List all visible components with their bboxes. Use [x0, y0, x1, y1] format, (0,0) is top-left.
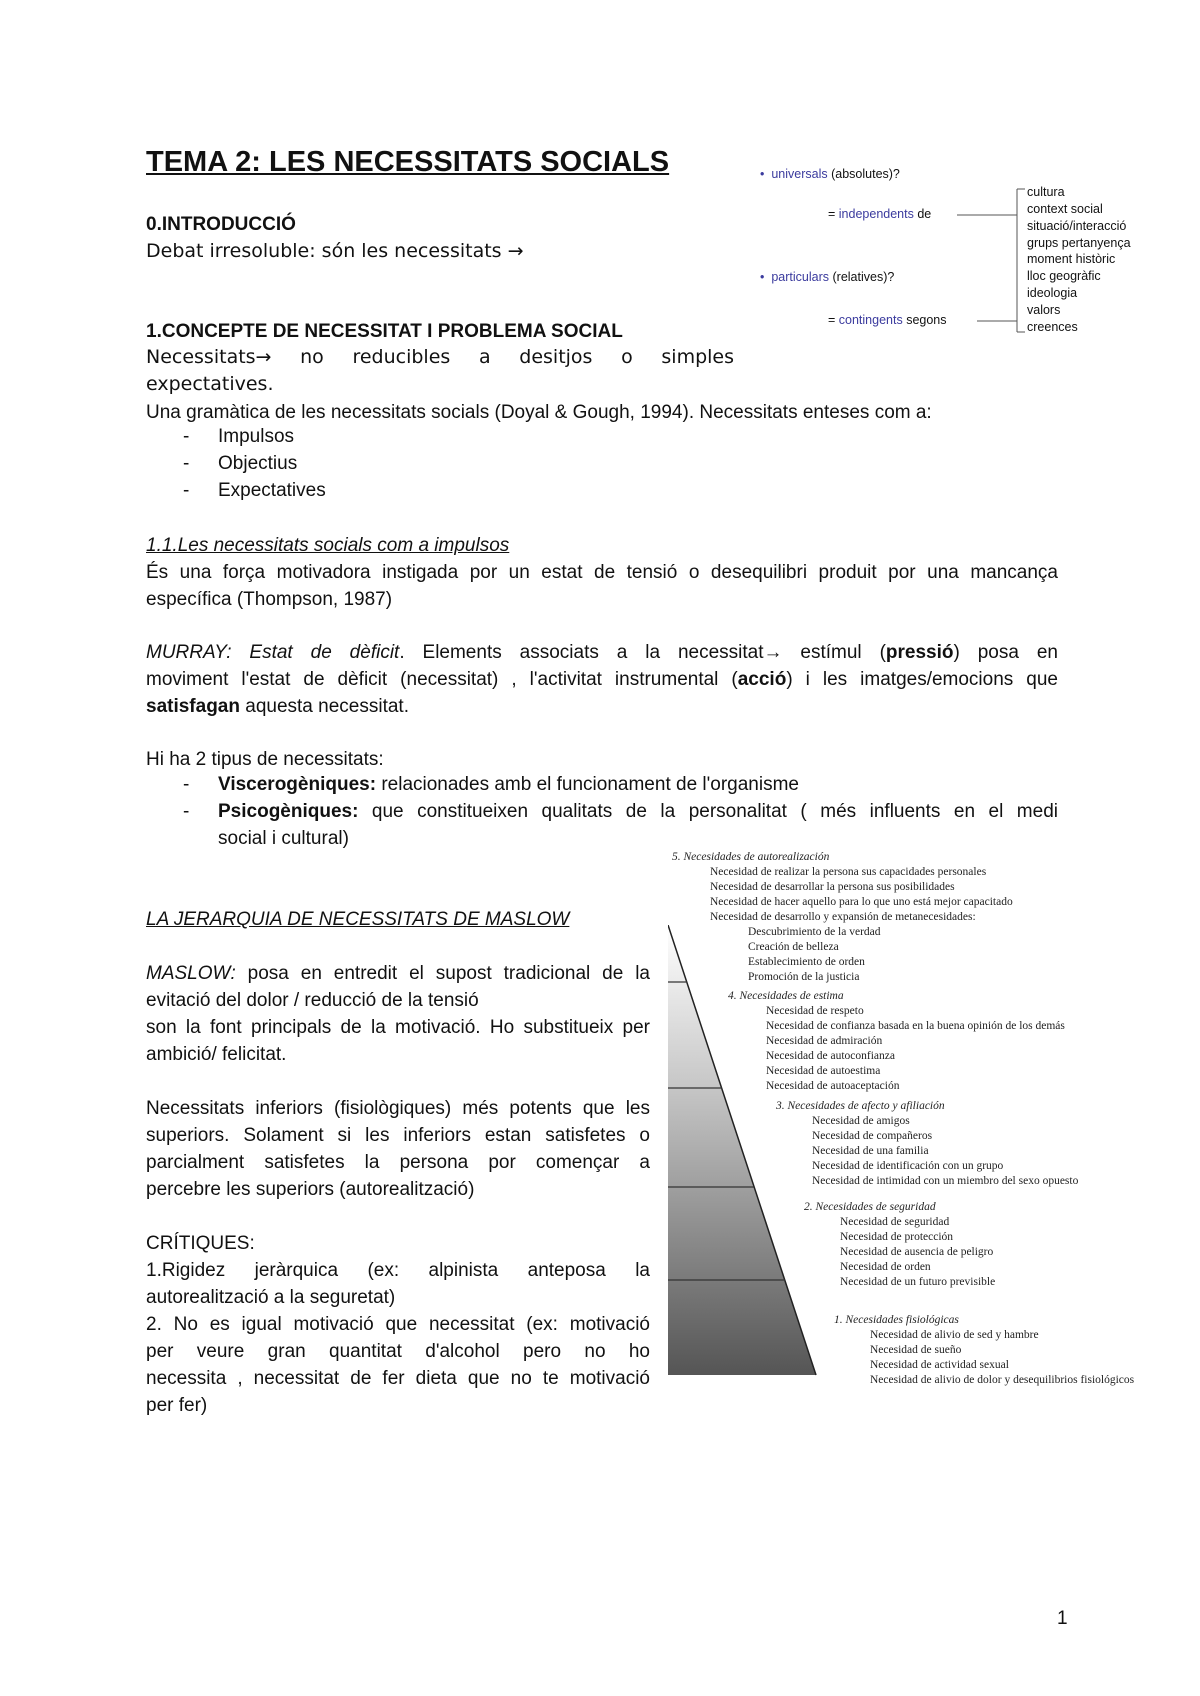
murray-line2: [146, 667, 1058, 694]
diagram-q2-rest: (relatives)?: [829, 270, 895, 284]
diagram-q1-sub: [828, 207, 931, 221]
murray-line1: [146, 640, 1058, 667]
pyramid-item: Necesidad de orden: [840, 1261, 931, 1273]
diagram-factor: lloc geogràfic: [1027, 269, 1101, 283]
pyramid-subitem: Creación de belleza: [748, 941, 839, 953]
maslow-heading: LA JERARQUIA DE NECESSITATS DE MASLOW: [146, 909, 570, 930]
maslow-p2-line4: percebre les superiors (autorealització): [146, 1179, 475, 1200]
pyramid-level-5: 5. Necesidades de autorealización: [672, 851, 830, 863]
pyramid-item: Necesidad de confianza basada en la buena opinión de los demás: [766, 1020, 1065, 1032]
diagram-factor: grups pertanyença: [1027, 236, 1131, 250]
critique2-line3: necessita , necessitat de fer dieta que no te motivació: [146, 1368, 650, 1389]
pyramid-item: Necesidad de una familia: [812, 1145, 929, 1157]
pyramid-item: Necesidad de admiración: [766, 1035, 883, 1047]
maslow-p1-line3: son la font principals de la motivació. Ho substitueix per: [146, 1017, 650, 1038]
pyramid-item: Necesidad de alivio de dolor y desequilibrios fisiológicos: [870, 1374, 1135, 1386]
diagram-q2-sub-eq: =: [828, 313, 839, 327]
concept-line2: expectatives.: [146, 373, 274, 395]
pyramid-item: Necesidad de protección: [840, 1231, 954, 1243]
murray-text: . Elements associats a la necessitat→ estímul (: [399, 642, 886, 663]
murray-satisfagan: satisfagan: [146, 696, 240, 717]
diagram-brace: [955, 185, 1035, 335]
pyramid-item: Necesidad de realizar la persona sus capacidades personales: [710, 866, 987, 878]
diagram-q2-sub-rest: segons: [902, 313, 947, 327]
diagram-factor: ideologia: [1027, 286, 1078, 300]
murray-accio: acció: [737, 669, 787, 690]
pyramid-item: Necesidad de desarrollar la persona sus posibilidades: [710, 881, 955, 893]
types-intro: Hi ha 2 tipus de necessitats:: [146, 749, 384, 770]
pyramid-item: Necesidad de respeto: [766, 1005, 864, 1017]
pyramid-item: Necesidad de amigos: [812, 1115, 910, 1127]
maslow-p1-line4: ambició/ felicitat.: [146, 1044, 287, 1065]
diagram-factor: context social: [1027, 202, 1103, 216]
murray-pressio: pressió: [885, 642, 954, 663]
critiques-heading: CRÍTIQUES:: [146, 1233, 255, 1254]
murray-text: aquesta necessitat.: [239, 696, 409, 717]
type-psico-cont: social i cultural): [218, 828, 349, 849]
diagram-q1-sub-key: independents: [838, 207, 914, 221]
diagram-factor: moment històric: [1027, 252, 1116, 266]
critique1-line1: 1.Rigidez jeràrquica (ex: alpinista anteposa la: [146, 1260, 650, 1281]
list-dash: -: [183, 801, 190, 822]
maslow-p2-line1: Necessitats inferiors (fisiològiques) més potents que les: [146, 1098, 650, 1119]
page-title: TEMA 2: LES NECESSITATS SOCIALS: [146, 146, 670, 178]
diagram-q2: [760, 270, 894, 284]
bullet-icon: •: [760, 167, 765, 181]
impulses-p1-line2: específica (Thompson, 1987): [146, 589, 393, 610]
pyramid-item: Necesidad de actividad sexual: [870, 1359, 1009, 1371]
pyramid-item: Necesidad de identificación con un grupo: [812, 1160, 1004, 1172]
critique2-line1: 2. No es igual motivació que necessitat (ex: motivació: [146, 1314, 650, 1335]
maslow-p1-line2: evitació del dolor / reducció de la tensió: [146, 990, 479, 1011]
murray-text: ) i les imatges/emocions que: [786, 669, 1058, 690]
diagram-q1: [760, 167, 900, 181]
diagram-q1-rest: (absolutes)?: [827, 167, 900, 181]
type-visceral: [218, 774, 799, 796]
maslow-name: MASLOW:: [146, 963, 236, 984]
critique1-line2: autorealització a la seguretat): [146, 1287, 396, 1308]
impulses-heading: 1.1.Les necessitats socials com a impulsos: [146, 535, 510, 556]
type-psico: [218, 801, 1058, 823]
list-dash: -: [183, 774, 190, 795]
pyramid-level-2: 2. Necesidades de seguridad: [804, 1201, 936, 1213]
type-name: Psicogèniques:: [218, 801, 359, 822]
list-dash: -: [183, 453, 190, 474]
diagram-factor: valors: [1027, 303, 1061, 317]
pyramid-item: Necesidad de un futuro previsible: [840, 1276, 996, 1288]
list-item: Expectatives: [218, 480, 326, 501]
pyramid-item: Necesidad de intimidad con un miembro del sexo opuesto: [812, 1175, 1079, 1187]
diagram-q1-key: universals: [771, 167, 828, 181]
concept-line1: Necessitats→ no reducibles a desitjos o simples: [146, 346, 734, 368]
diagram-factor: cultura: [1027, 185, 1065, 199]
pyramid-level-3: 3. Necesidades de afecto y afiliación: [776, 1100, 945, 1112]
pyramid-item: Necesidad de autoestima: [766, 1065, 881, 1077]
murray-line3: [146, 694, 409, 720]
bullet-icon: •: [760, 270, 765, 284]
type-name: Viscerogèniques:: [218, 774, 377, 795]
diagram-q2-sub-key: contingents: [838, 313, 903, 327]
list-dash: -: [183, 480, 190, 501]
diagram-q2-key: particulars: [771, 270, 830, 284]
pyramid-level-4: 4. Necesidades de estima: [728, 990, 844, 1002]
murray-name: MURRAY: Estat de dèficit: [146, 642, 400, 663]
page-number: 1: [1057, 1608, 1068, 1629]
maslow-p2-line3: parcialment satisfetes la persona por començar a: [146, 1152, 650, 1173]
diagram-factor: creences: [1027, 320, 1078, 334]
critique2-line4: per fer): [146, 1395, 208, 1416]
list-item: Objectius: [218, 453, 298, 474]
impulses-p1-line1: És una força motivadora instigada por un estat de tensió o desequilibri produit por una mancança: [146, 562, 1058, 583]
intro-heading: 0.INTRODUCCIÓ: [146, 214, 296, 235]
concept-heading: 1.CONCEPTE DE NECESSITAT I PROBLEMA SOCIAL: [146, 321, 623, 342]
pyramid-subitem: Promoción de la justicia: [748, 971, 860, 983]
murray-text: ) posa en: [953, 642, 1058, 663]
pyramid-item: Necesidad de seguridad: [840, 1216, 950, 1228]
pyramid-item: Necesidad de alivio de sed y hambre: [870, 1329, 1039, 1341]
diagram-q1-sub-eq: =: [828, 207, 839, 221]
pyramid-item: Necesidad de autoconfianza: [766, 1050, 895, 1062]
intro-debate: Debat irresoluble: són les necessitats →: [146, 240, 524, 262]
maslow-p2-line2: superiors. Solament si les inferiors estan satisfetes o: [146, 1125, 650, 1146]
critique2-line2: per veure gran quantitat d'alcohol pero no ho: [146, 1341, 650, 1362]
list-dash: -: [183, 426, 190, 447]
murray-text: moviment l'estat de dèficit (necessitat) , l'activitat instrumental (: [146, 669, 738, 690]
type-text: relacionades amb el funcionament de l'organisme: [376, 774, 799, 795]
list-item: Impulsos: [218, 426, 295, 447]
pyramid-subitem: Establecimiento de orden: [748, 956, 865, 968]
pyramid-item: Necesidad de sueño: [870, 1344, 962, 1356]
diagram-q1-sub-rest: de: [913, 207, 932, 221]
pyramid-subitem: Descubrimiento de la verdad: [748, 926, 881, 938]
pyramid-level-1: 1. Necesidades fisiológicas: [834, 1314, 959, 1326]
maslow-p1-line1: [146, 961, 650, 988]
pyramid-item: Necesidad de hacer aquello para lo que uno está mejor capacitado: [710, 896, 1013, 908]
type-text: que constitueixen qualitats de la personalitat ( més influents en el medi: [358, 801, 1058, 822]
diagram-factor: situació/interacció: [1027, 219, 1127, 233]
concept-grammar: Una gramàtica de les necessitats socials (Doyal & Gough, 1994). Necessitats enteses com a:: [146, 402, 932, 423]
pyramid-item: Necesidad de autoaceptación: [766, 1080, 900, 1092]
pyramid-item: Necesidad de desarrollo y expansión de metanecesidades:: [710, 911, 976, 923]
maslow-text: posa en entredit el supost tradicional de la: [235, 963, 650, 984]
pyramid-item: Necesidad de ausencia de peligro: [840, 1246, 994, 1258]
diagram-q2-sub: [828, 313, 947, 327]
pyramid-item: Necesidad de compañeros: [812, 1130, 933, 1142]
